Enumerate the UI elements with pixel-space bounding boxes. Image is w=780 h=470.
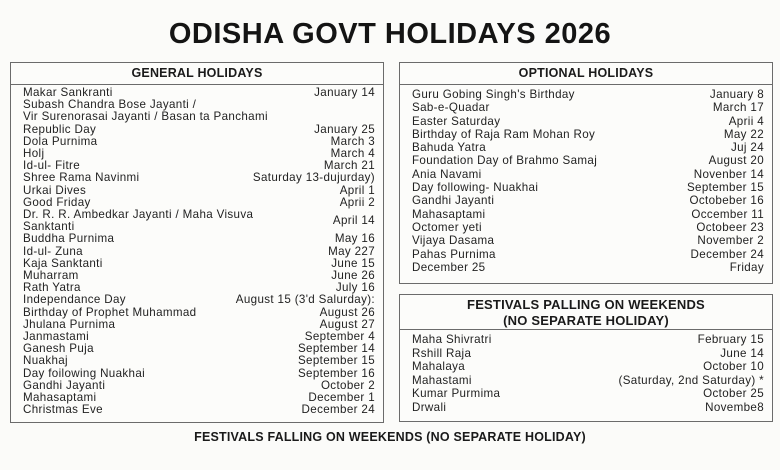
- holiday-name: Christmas Eve: [23, 403, 103, 417]
- holiday-name: December 25: [412, 260, 486, 274]
- holiday-name: Mahastami: [412, 373, 472, 387]
- general-holidays-heading: GENERAL HOLIDAYS: [11, 63, 383, 85]
- holiday-date: August 27: [319, 317, 375, 331]
- holiday-name: Buddha Purnima: [23, 232, 115, 246]
- holiday-name: Sab-e-Quadar: [412, 101, 490, 115]
- holiday-name: Foundation Day of Brahmo Samaj: [412, 154, 598, 168]
- holiday-row: [23, 246, 375, 258]
- weekend-heading-line2: (NO SEPARATE HOLIDAY): [503, 312, 669, 328]
- weekend-festivals-heading: [400, 295, 772, 330]
- holiday-date: September 4: [304, 330, 375, 344]
- holiday-row: [412, 101, 764, 114]
- holiday-date: September 15: [686, 181, 764, 195]
- footer-caption: FESTIVALS FALLING ON WEEKENDS (NO SEPARATE HOLIDAY): [194, 430, 586, 444]
- holiday-date: October 25: [703, 387, 764, 401]
- holiday-name: Drwali: [412, 400, 447, 414]
- page-title: ODISHA GOVT HOLIDAYS 2026: [168, 18, 612, 50]
- holiday-row: [412, 401, 764, 415]
- holiday-name: Guru Gobing Singh's Birthday: [412, 88, 575, 101]
- holiday-date: Juj 24: [730, 141, 764, 155]
- holiday-row: [412, 208, 764, 221]
- holiday-date: Novenber 14: [693, 167, 764, 181]
- holiday-date: June 15: [331, 256, 375, 270]
- holiday-date: January 14: [314, 86, 375, 99]
- weekend-festivals-list: [400, 330, 772, 415]
- holiday-date: Occember 11: [691, 207, 764, 221]
- holiday-date: August 20: [708, 154, 764, 168]
- holiday-name: Independance Day: [23, 293, 126, 307]
- holiday-name: Octomer yeti: [412, 220, 482, 234]
- holiday-date: March 17: [712, 101, 764, 115]
- holiday-date: Aprii 4: [728, 114, 764, 128]
- holiday-date: January 8: [709, 88, 764, 101]
- holiday-name: Birthday of Raja Ram Mohan Roy: [412, 127, 596, 141]
- holiday-name: Holj: [23, 147, 45, 161]
- holiday-name: Nuakhaj: [23, 354, 68, 368]
- holiday-row: [23, 111, 375, 123]
- holiday-name: Id-ul- Zuna: [23, 244, 83, 258]
- holiday-name: Rshill Raja: [412, 346, 472, 360]
- holiday-date: May 227: [328, 244, 375, 258]
- optional-holidays-table: [399, 62, 773, 284]
- holiday-row: [412, 194, 764, 207]
- holiday-name: Rath Yatra: [23, 281, 81, 295]
- holiday-date: July 16: [335, 281, 375, 295]
- holiday-name: Republic Day: [23, 122, 97, 136]
- holiday-date: January 25: [314, 122, 375, 136]
- holiday-date: May 22: [723, 127, 764, 141]
- holiday-date: September 15: [297, 354, 375, 368]
- holiday-date: December 24: [690, 247, 764, 261]
- holiday-date: August 15 (3'd Salurday):: [235, 293, 375, 307]
- holiday-name: Birthday of Prophet Muhammad: [23, 305, 197, 319]
- optional-holidays-list: [400, 85, 772, 274]
- general-holidays-table: [10, 62, 384, 423]
- holiday-name: Subash Chandra Bose Jayanti /: [23, 98, 197, 112]
- holiday-date: December 24: [301, 403, 375, 417]
- holiday-name: Day following- Nuakhai: [412, 181, 539, 195]
- holiday-name: Dola Purnima: [23, 134, 98, 148]
- holiday-row: [412, 347, 764, 361]
- holiday-name: Jhulana Purnima: [23, 317, 116, 331]
- holiday-date: September 14: [297, 342, 375, 356]
- general-holidays-list: [11, 85, 383, 416]
- optional-holidays-heading: OPTIONAL HOLIDAYS: [400, 63, 772, 85]
- holiday-name: Makar Sankranti: [23, 86, 113, 99]
- holiday-name: Ania Navami: [412, 167, 482, 181]
- holiday-row: [412, 181, 764, 194]
- holiday-row: [23, 355, 375, 367]
- holiday-row: [23, 185, 375, 197]
- holiday-row: [412, 154, 764, 167]
- holiday-row: [412, 374, 764, 388]
- holiday-row: [412, 387, 764, 401]
- holiday-date: March 21: [323, 159, 375, 173]
- holiday-name: Kumar Purmima: [412, 387, 501, 401]
- holiday-date: November 2: [697, 234, 764, 248]
- holiday-row: [412, 221, 764, 234]
- holiday-date: October 10: [703, 360, 764, 374]
- holiday-date: December 1: [308, 391, 375, 405]
- holiday-name: Id-ul- Fitre: [23, 159, 81, 173]
- holiday-row: [412, 248, 764, 261]
- holiday-row: [412, 141, 764, 154]
- holiday-name: Ganesh Puja: [23, 342, 94, 356]
- holiday-date: Octobeer 23: [696, 220, 764, 234]
- holiday-date: Friday: [729, 260, 764, 274]
- holiday-name: Mahasaptami: [23, 391, 97, 405]
- holiday-date: October 2: [320, 378, 375, 392]
- holiday-date: February 15: [697, 333, 764, 346]
- holiday-name: Mahasaptami: [412, 207, 486, 221]
- holiday-name: Gandhi Jayanti: [23, 378, 106, 392]
- holiday-name: Pahas Purnima: [412, 247, 496, 261]
- holiday-date: (Saturday, 2nd Saturday) *: [618, 373, 764, 387]
- holiday-name: Gandhi Jayanti: [412, 194, 495, 208]
- holiday-date: Octobeber 16: [689, 194, 764, 208]
- holiday-name: Vir Surenorasai Jayanti / Basan ta Panchami: [23, 110, 268, 124]
- holiday-name: Day foilowing Nuakhai: [23, 366, 146, 380]
- holiday-name: Janmastami: [23, 330, 89, 344]
- holiday-date: June 14: [720, 346, 764, 360]
- holiday-row: [412, 234, 764, 247]
- holiday-date: Novembe8: [705, 400, 764, 414]
- holiday-name: Good Friday: [23, 195, 91, 209]
- holiday-row: [23, 136, 375, 148]
- weekend-heading-line1: FESTIVALS PALLING ON WEEKENDS: [467, 297, 705, 312]
- holiday-row: [23, 172, 375, 184]
- holiday-date: August 26: [319, 305, 375, 319]
- holiday-date: September 16: [297, 366, 375, 380]
- holiday-date: June 26: [331, 269, 375, 283]
- holiday-name: Shree Rama Navinmi: [23, 171, 140, 185]
- holiday-date: May 16: [334, 232, 375, 246]
- holiday-row: [23, 124, 375, 136]
- holiday-name: Vijaya Dasama: [412, 234, 495, 248]
- holiday-date: March 3: [330, 134, 375, 148]
- holiday-row: [412, 168, 764, 181]
- holiday-row: [412, 261, 764, 274]
- holiday-row: [23, 404, 375, 416]
- holiday-row: [23, 233, 375, 245]
- holiday-date: Aprii 2: [339, 195, 375, 209]
- holiday-date: April 1: [339, 183, 375, 197]
- holiday-row: [412, 88, 764, 101]
- holiday-name: Mahalaya: [412, 360, 466, 374]
- holiday-row: [412, 333, 764, 347]
- holiday-name: Dr. R. R. Ambedkar Jayanti / Maha Visuva Sanktanti: [23, 208, 254, 234]
- holiday-date: Saturday 13-dujurday): [252, 171, 375, 185]
- holiday-row: [412, 360, 764, 374]
- holiday-date: April 14: [332, 214, 375, 228]
- holiday-name: Easter Saturday: [412, 114, 501, 128]
- holiday-name: Urkai Dives: [23, 183, 87, 197]
- holiday-row: [23, 294, 375, 306]
- holiday-name: Muharram: [23, 269, 79, 283]
- holiday-name: Maha Shivratri: [412, 333, 492, 346]
- holiday-name: Bahuda Yatra: [412, 141, 487, 155]
- holiday-row: [23, 209, 375, 233]
- holiday-row: [412, 115, 764, 128]
- holiday-date: March 4: [330, 147, 375, 161]
- holiday-name: Kaja Sanktanti: [23, 256, 103, 270]
- holiday-row: [412, 128, 764, 141]
- weekend-festivals-table: [399, 294, 773, 422]
